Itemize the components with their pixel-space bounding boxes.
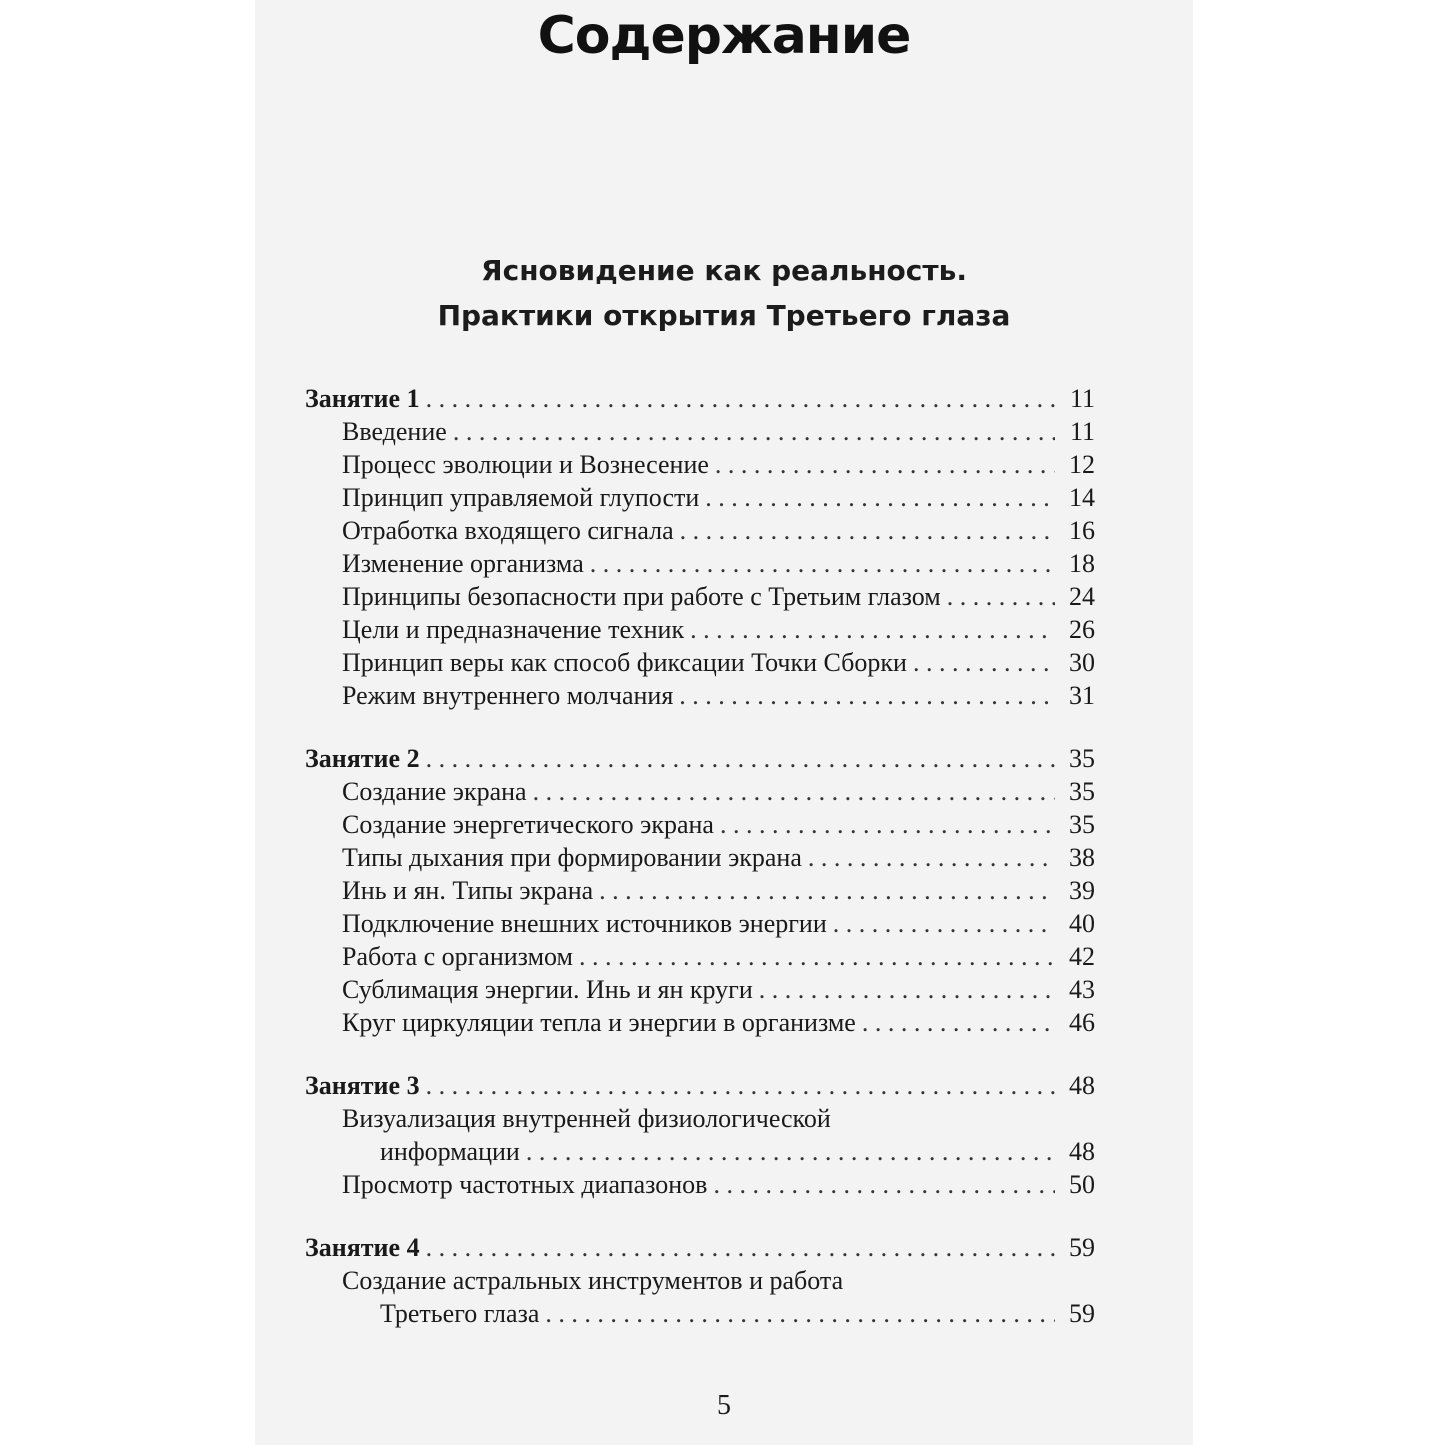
toc-item[interactable]	[305, 841, 1095, 874]
toc-entry-title: Просмотр частотных диапазонов	[342, 1170, 708, 1199]
toc-page-number: 11	[1069, 417, 1095, 446]
toc-item[interactable]	[305, 775, 1095, 808]
toc-item[interactable]	[305, 1102, 1095, 1135]
toc-item[interactable]	[305, 1006, 1095, 1039]
dot-leader	[453, 415, 1055, 448]
toc-entry-title: Создание энергетического экрана	[342, 810, 714, 839]
dot-leader	[833, 907, 1055, 940]
toc-entry-title: информации	[380, 1137, 520, 1166]
toc-page-number: 48	[1069, 1071, 1095, 1100]
toc-entry-title: Принципы безопасности при работе с Третьим глазом	[342, 582, 941, 611]
toc-item[interactable]	[305, 514, 1095, 547]
dot-leader	[947, 580, 1055, 613]
toc-page-number: 48	[1069, 1137, 1095, 1166]
toc-entry-title: Типы дыхания при формировании экрана	[342, 843, 802, 872]
dot-leader	[426, 742, 1055, 775]
toc-section-heading[interactable]	[305, 1069, 1095, 1102]
dot-leader	[426, 1069, 1055, 1102]
toc-entry-title: Цели и предназначение техник	[342, 615, 685, 644]
toc-item[interactable]	[305, 448, 1095, 481]
dot-leader	[862, 1006, 1055, 1039]
toc-section-heading[interactable]	[305, 742, 1095, 775]
toc-entry-title: Подключение внешних источников энергии	[342, 909, 827, 938]
toc-page-number: 14	[1069, 483, 1095, 512]
dot-leader	[545, 1297, 1055, 1330]
toc-page-number: 31	[1069, 681, 1095, 710]
dot-leader	[599, 874, 1055, 907]
toc-page-number: 59	[1069, 1299, 1095, 1328]
dot-leader	[680, 514, 1055, 547]
toc-page-number: 26	[1069, 615, 1095, 644]
toc-item[interactable]	[305, 973, 1095, 1006]
dot-leader	[913, 646, 1055, 679]
toc-item[interactable]	[305, 907, 1095, 940]
toc-page-number: 35	[1069, 777, 1095, 806]
toc-entry-title: Работа с организмом	[342, 942, 573, 971]
dot-leader	[705, 481, 1055, 514]
toc-item[interactable]	[305, 1264, 1095, 1297]
toc-page-number: 43	[1069, 975, 1095, 1004]
section-gap	[305, 1039, 1095, 1069]
toc-item[interactable]	[305, 646, 1095, 679]
toc-page-number: 35	[1069, 744, 1095, 773]
dot-leader	[713, 1168, 1055, 1201]
dot-leader	[715, 448, 1055, 481]
toc-section-heading[interactable]	[305, 1231, 1095, 1264]
page-number: 5	[717, 1390, 731, 1421]
toc-item[interactable]	[305, 808, 1095, 841]
toc-page-number: 50	[1069, 1170, 1095, 1199]
subtitle-line-1: Ясновидение как реальность.	[481, 254, 967, 287]
dot-leader	[808, 841, 1055, 874]
toc-item[interactable]	[305, 415, 1095, 448]
section-gap	[305, 712, 1095, 742]
dot-leader	[426, 1231, 1055, 1264]
toc-entry-title: Создание экрана	[342, 777, 527, 806]
toc-entry-title: Процесс эволюции и Вознесение	[342, 450, 709, 479]
toc-item-continuation[interactable]	[305, 1135, 1095, 1168]
toc-entry-title: Сублимация энергии. Инь и ян круги	[342, 975, 753, 1004]
book-page	[255, 0, 1193, 1445]
toc-entry-title: Принцип управляемой глупости	[342, 483, 700, 512]
toc-page-number: 39	[1069, 876, 1095, 905]
toc-page-number: 18	[1069, 549, 1095, 578]
toc-page-number: 11	[1069, 384, 1095, 413]
table-of-contents	[305, 382, 1095, 1330]
dot-leader	[690, 613, 1055, 646]
dot-leader	[426, 382, 1055, 415]
toc-entry-title: Принцип веры как способ фиксации Точки Сборки	[342, 648, 907, 677]
toc-entry-title: Третьего глаза	[380, 1299, 540, 1328]
toc-entry-title: Режим внутреннего молчания	[342, 681, 674, 710]
toc-item[interactable]	[305, 547, 1095, 580]
toc-section-heading[interactable]	[305, 382, 1095, 415]
toc-item[interactable]	[305, 1168, 1095, 1201]
toc-item[interactable]	[305, 874, 1095, 907]
toc-item[interactable]	[305, 940, 1095, 973]
toc-page-number: 46	[1069, 1008, 1095, 1037]
toc-page-number: 42	[1069, 942, 1095, 971]
toc-entry-title: Изменение организма	[342, 549, 584, 578]
toc-entry-title: Введение	[342, 417, 447, 446]
toc-page-number: 40	[1069, 909, 1095, 938]
toc-page-number: 38	[1069, 843, 1095, 872]
toc-item[interactable]	[305, 679, 1095, 712]
toc-page-number: 12	[1069, 450, 1095, 479]
toc-entry-title: Создание астральных инструментов и работа	[342, 1266, 844, 1295]
toc-item-continuation[interactable]	[305, 1297, 1095, 1330]
toc-entry-title: Занятие 3	[305, 1071, 420, 1100]
toc-entry-title: Инь и ян. Типы экрана	[342, 876, 594, 905]
dot-leader	[579, 940, 1055, 973]
toc-item[interactable]	[305, 481, 1095, 514]
dot-leader	[720, 808, 1055, 841]
toc-entry-title: Круг циркуляции тепла и энергии в организме	[342, 1008, 856, 1037]
toc-page-number: 30	[1069, 648, 1095, 677]
dot-leader	[526, 1135, 1055, 1168]
dot-leader	[679, 679, 1055, 712]
dot-leader	[590, 547, 1055, 580]
toc-page-number: 35	[1069, 810, 1095, 839]
toc-entry-title: Занятие 4	[305, 1233, 420, 1262]
toc-page-number: 24	[1069, 582, 1095, 611]
toc-entry-title: Занятие 2	[305, 744, 420, 773]
book-subtitle	[255, 248, 1193, 338]
dot-leader	[759, 973, 1055, 1006]
toc-item[interactable]	[305, 613, 1095, 646]
dot-leader	[533, 775, 1055, 808]
page-title: Содержание	[537, 6, 911, 66]
toc-page-number: 16	[1069, 516, 1095, 545]
section-gap	[305, 1201, 1095, 1231]
toc-entry-title: Занятие 1	[305, 384, 420, 413]
toc-page-number: 59	[1069, 1233, 1095, 1262]
toc-entry-title: Отработка входящего сигнала	[342, 516, 674, 545]
toc-entry-title: Визуализация внутренней физиологической	[342, 1104, 831, 1133]
toc-item[interactable]	[305, 580, 1095, 613]
subtitle-line-2: Практики открытия Третьего глаза	[437, 299, 1011, 332]
